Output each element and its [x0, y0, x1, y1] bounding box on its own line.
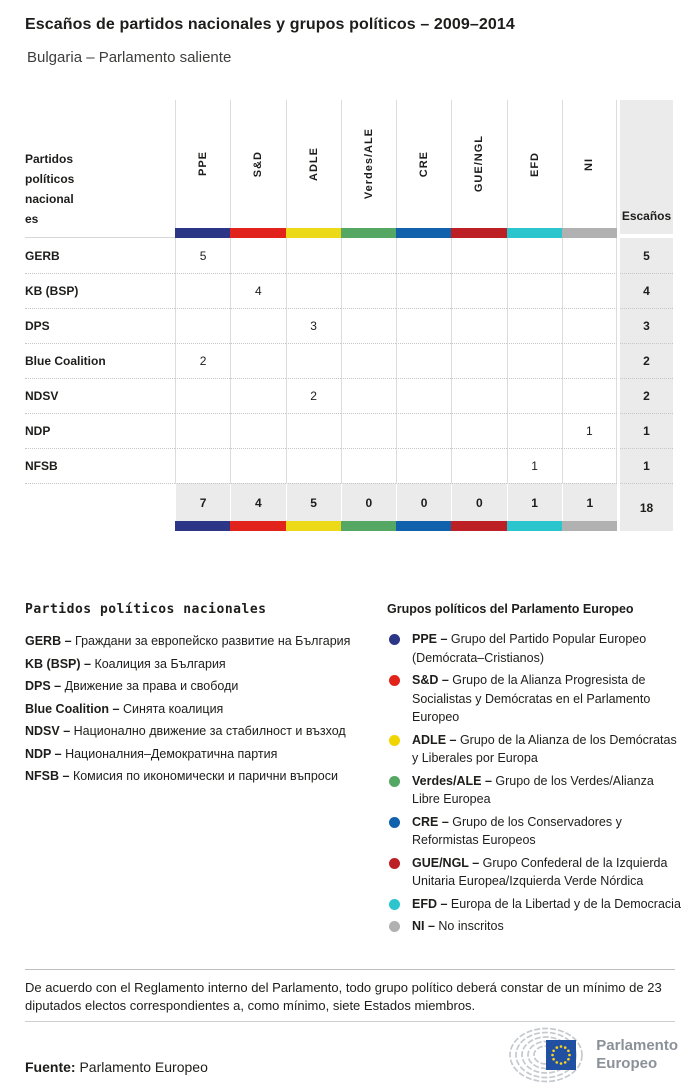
group-legend-abbr: GUE/NGL – [412, 855, 483, 870]
page-subtitle: Bulgaria – Parlamento saliente [27, 49, 232, 66]
national-parties-legend-title: Partidos políticos nacionales [25, 602, 267, 617]
seat-cell [451, 273, 506, 308]
group-legend-abbr: PPE – [412, 632, 451, 646]
totals-label-cell [25, 483, 175, 521]
group-legend-name: No inscritos [438, 919, 504, 933]
group-total-PPE: 7 [175, 483, 230, 521]
column-header-label: CRE [418, 150, 431, 178]
seat-cell [230, 448, 285, 483]
seats-table [25, 100, 673, 531]
source-line [25, 1059, 208, 1075]
seats-column-header: Escaños [620, 100, 673, 238]
seat-cell [451, 308, 506, 343]
group-total-NI: 1 [562, 483, 617, 521]
column-header-NI [562, 100, 617, 228]
political-groups-legend [387, 602, 683, 940]
group-color-dot-icon [389, 675, 400, 686]
european-parliament-logo [506, 1027, 678, 1083]
color-band-GUE/NGL [451, 228, 506, 238]
group-color-dot-icon [389, 735, 400, 746]
grand-total: 18 [620, 483, 673, 531]
group-legend-name: Grupo de los Verdes/Alianza Libre Europea [412, 773, 654, 806]
group-legend-name: Grupo de los Conservadores y Reformistas Europeos [412, 814, 622, 847]
seat-cell [562, 378, 617, 413]
group-legend-item [387, 895, 683, 914]
parties-column-header-line: Partidos [25, 152, 74, 166]
party-legend-abbr: GERB – [25, 634, 76, 648]
seat-cell [286, 238, 341, 273]
group-color-dot-icon [389, 858, 400, 869]
seat-cell [451, 343, 506, 378]
party-legend-name: Движение за права и свободи [64, 679, 239, 693]
row-total: 2 [620, 343, 673, 378]
column-header-label: GUE/NGL [473, 135, 486, 193]
seat-cell [175, 378, 230, 413]
party-legend-name: Граждани за европейско развитие на България [75, 634, 351, 648]
column-header-label: S&D [252, 150, 265, 178]
seat-cell [286, 343, 341, 378]
group-legend-name: Europa de la Libertad y de la Democracia [450, 896, 681, 911]
party-legend-abbr: DPS – [25, 679, 65, 693]
source-label: Fuente: [25, 1059, 76, 1075]
party-name: NDSV [25, 378, 175, 413]
seat-cell [562, 448, 617, 483]
column-header-Verdes/ALE [341, 100, 396, 228]
seat-cell [451, 378, 506, 413]
seat-cell [562, 238, 617, 273]
party-legend-item [25, 765, 377, 788]
totals-color-band-GUE/NGL [451, 521, 506, 531]
national-parties-legend-items [25, 630, 377, 788]
column-header-GUE/NGL [451, 100, 506, 228]
group-total-GUE/NGL: 0 [451, 483, 506, 521]
group-legend-abbr: CRE – [412, 814, 453, 829]
seat-cell [341, 378, 396, 413]
group-color-dot-icon [389, 899, 400, 910]
color-band-PPE [175, 228, 230, 238]
seat-cell [451, 413, 506, 448]
seat-cell [230, 378, 285, 413]
totals-color-band-S&D [230, 521, 285, 531]
row-total: 2 [620, 378, 673, 413]
seat-cell [286, 448, 341, 483]
seat-cell [507, 343, 562, 378]
logo-wordmark-line2: Europeo [596, 1055, 658, 1072]
totals-color-band-CRE [396, 521, 451, 531]
group-legend-item [387, 772, 683, 809]
column-header-S&D [230, 100, 285, 228]
seat-cell [175, 308, 230, 343]
row-total: 1 [620, 448, 673, 483]
seat-cell [341, 238, 396, 273]
group-legend-text [412, 813, 683, 850]
party-legend-name: Комисия по икономически и парични въпроси [72, 769, 338, 783]
seat-cell: 5 [175, 238, 230, 273]
group-total-Verdes/ALE: 0 [341, 483, 396, 521]
column-header-label: EFD [528, 151, 541, 177]
column-header-label: ADLE [307, 147, 320, 181]
seat-cell [230, 238, 285, 273]
column-header-label: Verdes/ALE [362, 128, 375, 200]
seat-cell [341, 413, 396, 448]
party-name: DPS [25, 308, 175, 343]
party-legend-name: Националния–Демократична партия [65, 746, 278, 761]
party-legend-item [25, 630, 377, 653]
group-legend-abbr: NI – [412, 919, 439, 933]
parties-column-header [25, 100, 175, 238]
totals-color-band-ADLE [286, 521, 341, 531]
seat-cell [286, 413, 341, 448]
party-legend-abbr: KB (BSP) – [25, 656, 95, 671]
color-band-S&D [230, 228, 285, 238]
color-band-Verdes/ALE [341, 228, 396, 238]
divider-top [25, 969, 675, 970]
seat-cell [396, 448, 451, 483]
group-legend-abbr: EFD – [412, 896, 451, 911]
group-color-dot-icon [389, 921, 400, 932]
party-legend-abbr: Blue Coalition – [25, 701, 123, 716]
seat-cell [396, 343, 451, 378]
color-band-EFD [507, 228, 562, 238]
eu-flag-icon [546, 1040, 576, 1070]
group-legend-item [387, 671, 683, 727]
divider-bottom [25, 1021, 675, 1022]
party-legend-abbr: NFSB – [25, 769, 73, 783]
party-legend-item [25, 653, 377, 676]
footnote: De acuerdo con el Reglamento interno del Parlamento, todo grupo político deberá constar de un mínimo de 23 diputados electos correspondientes a, como mínimo, siete Estados miembros. [25, 980, 662, 1013]
seat-cell [396, 413, 451, 448]
group-legend-text [412, 772, 683, 809]
group-legend-item [387, 854, 683, 891]
seat-cell [230, 343, 285, 378]
group-legend-name: Grupo de la Alianza de los Demócratas y Liberales por Europa [412, 732, 677, 765]
political-groups-legend-title: Grupos políticos del Parlamento Europeo [387, 602, 634, 616]
group-legend-item [387, 917, 683, 936]
seat-cell [562, 308, 617, 343]
row-total: 1 [620, 413, 673, 448]
logo-wordmark [596, 1037, 678, 1073]
group-legend-abbr: Verdes/ALE – [412, 773, 496, 788]
party-legend-abbr: NDP – [25, 746, 66, 761]
party-legend-name: Синята коалиция [122, 701, 224, 716]
seat-cell: 2 [175, 343, 230, 378]
group-color-dot-icon [389, 776, 400, 787]
group-legend-text [412, 854, 683, 891]
party-name: GERB [25, 248, 60, 263]
party-legend-item [25, 720, 377, 743]
seat-cell [507, 238, 562, 273]
parties-column-header-line: es [25, 212, 39, 226]
political-groups-legend-items [387, 630, 683, 936]
seat-cell [341, 343, 396, 378]
seat-cell [341, 448, 396, 483]
seat-cell: 4 [230, 273, 285, 308]
party-name: NDP [25, 413, 175, 448]
group-legend-abbr: ADLE – [412, 732, 460, 747]
party-legend-item [25, 698, 377, 721]
parties-column-header-line: nacional [25, 192, 74, 206]
party-legend-name: Коалиция за България [94, 656, 226, 671]
page-title: Escaños de partidos nacionales y grupos políticos – 2009–2014 [25, 16, 515, 33]
group-legend-name: Grupo del Partido Popular Europeo (Demócrata–Cristianos) [412, 632, 647, 665]
party-name: NFSB [25, 448, 175, 483]
seat-cell [507, 413, 562, 448]
logo-wordmark-line1: Parlamento [596, 1037, 678, 1054]
group-legend-abbr: S&D – [412, 673, 453, 687]
seat-cell: 1 [562, 413, 617, 448]
seat-cell [230, 413, 285, 448]
seat-cell [396, 238, 451, 273]
party-name: KB (BSP) [25, 273, 175, 308]
group-legend-item [387, 813, 683, 850]
seat-cell [396, 273, 451, 308]
national-parties-legend [25, 602, 377, 788]
seat-cell [341, 273, 396, 308]
seat-cell [451, 448, 506, 483]
group-color-dot-icon [389, 817, 400, 828]
color-band-NI [562, 228, 617, 238]
party-legend-item [25, 675, 377, 698]
color-band-ADLE [286, 228, 341, 238]
column-header-label: PPE [197, 151, 210, 177]
parties-column-header-line: políticos [25, 172, 75, 186]
party-legend-abbr: NDSV – [25, 724, 74, 738]
party-name: Blue Coalition [25, 343, 175, 378]
seat-cell [175, 273, 230, 308]
group-color-dot-icon [389, 634, 400, 645]
seat-cell [396, 308, 451, 343]
seat-cell [396, 378, 451, 413]
group-legend-text [412, 895, 681, 914]
seat-cell [507, 308, 562, 343]
group-legend-text [412, 630, 683, 667]
column-header-PPE [175, 100, 230, 228]
party-legend-name: Национално движение за стабилност и възход [73, 724, 346, 738]
row-total: 3 [620, 308, 673, 343]
seat-cell [451, 238, 506, 273]
group-legend-text [412, 917, 504, 936]
row-total: 5 [620, 238, 673, 273]
group-total-ADLE: 5 [286, 483, 341, 521]
seat-cell [341, 308, 396, 343]
seat-cell [230, 308, 285, 343]
group-total-EFD: 1 [507, 483, 562, 521]
seat-cell: 1 [507, 448, 562, 483]
group-legend-text [412, 731, 683, 768]
seat-cell [562, 343, 617, 378]
group-legend-text [412, 671, 683, 727]
seat-cell [286, 273, 341, 308]
color-band-CRE [396, 228, 451, 238]
row-total: 4 [620, 273, 673, 308]
group-total-CRE: 0 [396, 483, 451, 521]
column-header-EFD [507, 100, 562, 228]
seat-cell [562, 273, 617, 308]
seat-cell: 2 [286, 378, 341, 413]
column-header-ADLE [286, 100, 341, 228]
seat-cell: 3 [286, 308, 341, 343]
parliament-hemicycle-icon [506, 1027, 588, 1083]
totals-color-band-PPE [175, 521, 230, 531]
column-header-label: NI [583, 157, 596, 171]
group-total-S&D: 4 [230, 483, 285, 521]
group-legend-name: Grupo de la Alianza Progresista de Socialistas y Demócratas en el Parlamento Europeo [412, 673, 651, 724]
totals-color-band-NI [562, 521, 617, 531]
seat-cell [175, 413, 230, 448]
column-header-CRE [396, 100, 451, 228]
seat-cell [175, 448, 230, 483]
seat-cell [507, 378, 562, 413]
totals-color-band-EFD [507, 521, 562, 531]
seat-cell [507, 273, 562, 308]
group-legend-item [387, 630, 683, 667]
group-legend-item [387, 731, 683, 768]
totals-color-band-Verdes/ALE [341, 521, 396, 531]
party-legend-item [25, 743, 377, 766]
group-legend-name: Grupo Confederal de la Izquierda Unitaria Europea/Izquierda Verde Nórdica [412, 855, 668, 888]
source-name: Parlamento Europeo [79, 1059, 208, 1075]
